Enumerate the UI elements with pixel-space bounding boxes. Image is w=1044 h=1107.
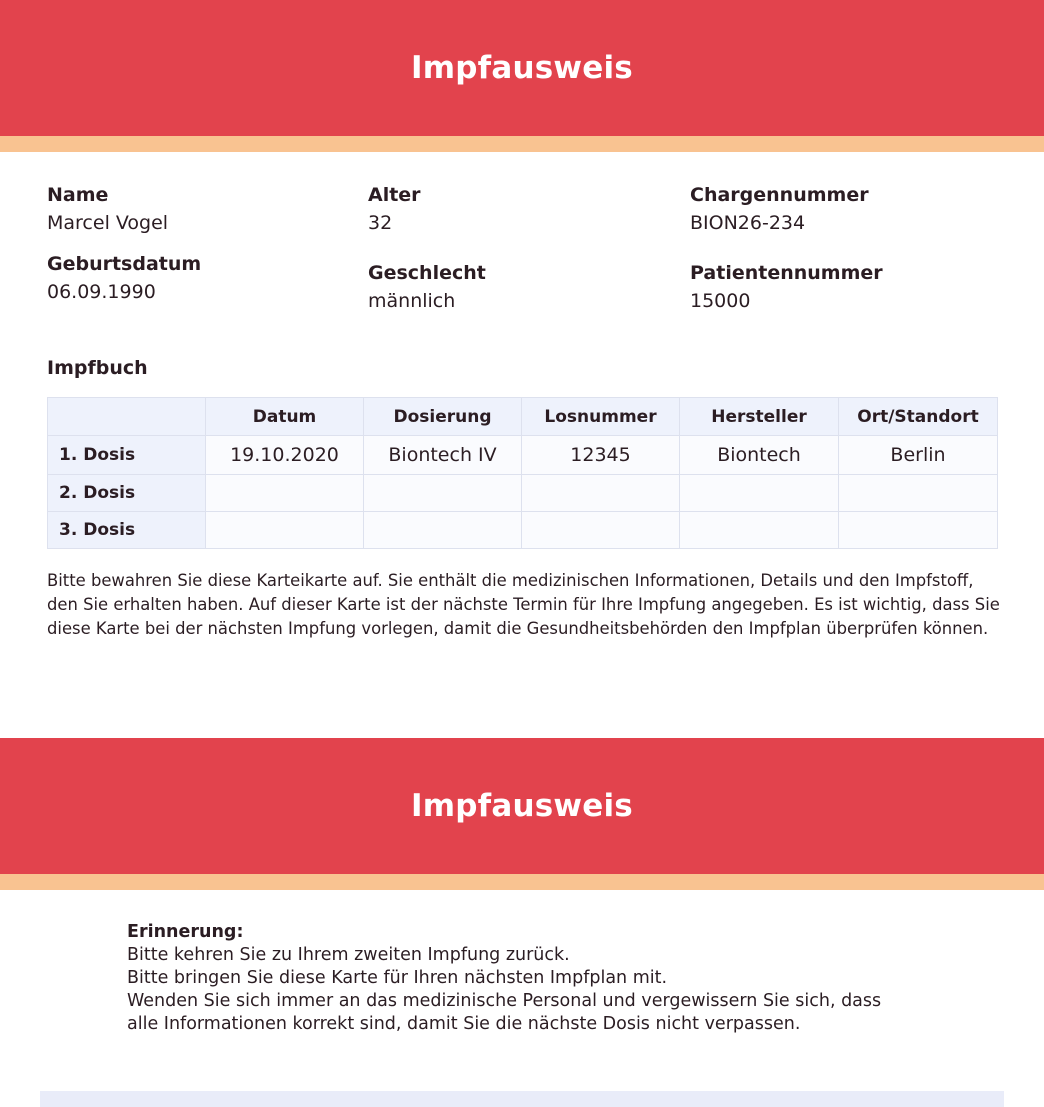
reminder-line: Wenden Sie sich immer an das medizinische Personal und vergewissern Sie sich, dass xyxy=(127,991,882,1011)
age-field xyxy=(368,182,421,238)
front-header-stripe xyxy=(0,136,1044,152)
gender-field xyxy=(368,260,486,316)
table-row xyxy=(48,512,998,549)
reminder-line: Bitte kehren Sie zu Ihrem zweiten Impfung zurück. xyxy=(127,945,570,965)
patient-number-label: Patientennummer xyxy=(690,262,883,284)
location-cell xyxy=(839,475,998,512)
batch-label: Chargennummer xyxy=(690,184,869,206)
dosage-cell: Biontech IV xyxy=(364,436,522,475)
reminder-line: Bitte bringen Sie diese Karte für Ihren nächsten Impfplan mit. xyxy=(127,968,668,988)
dose-label: 2. Dosis xyxy=(48,475,206,512)
column-header-manufacturer: Hersteller xyxy=(680,398,839,436)
manufacturer-cell xyxy=(680,475,839,512)
name-label: Name xyxy=(47,184,109,206)
location-cell: Berlin xyxy=(839,436,998,475)
date-cell: 19.10.2020 xyxy=(206,436,364,475)
card-title: Impfausweis xyxy=(411,50,633,86)
back-header-stripe xyxy=(0,874,1044,890)
age-value: 32 xyxy=(368,212,393,234)
batch-field xyxy=(690,182,869,238)
batch-value: BION26-234 xyxy=(690,212,806,234)
column-header-lot: Losnummer xyxy=(522,398,680,436)
name-field xyxy=(47,182,168,238)
gender-value: männlich xyxy=(368,290,456,312)
gender-label: Geschlecht xyxy=(368,262,486,284)
location-cell xyxy=(839,512,998,549)
patient-number-value: 15000 xyxy=(690,290,751,312)
age-label: Alter xyxy=(368,184,421,206)
table-header-row xyxy=(48,398,998,436)
column-header xyxy=(48,398,206,436)
back-header xyxy=(0,738,1044,874)
front-header xyxy=(0,0,1044,136)
date-cell xyxy=(206,475,364,512)
vaccination-log-title: Impfbuch xyxy=(47,357,148,379)
patient-info xyxy=(47,182,1007,322)
table-row xyxy=(48,436,998,475)
birthdate-value: 06.09.1990 xyxy=(47,281,156,303)
reminder-title: Erinnerung: xyxy=(127,922,244,942)
dosage-cell xyxy=(364,512,522,549)
dose-label: 3. Dosis xyxy=(48,512,206,549)
reminder-block xyxy=(127,921,947,1036)
manufacturer-cell: Biontech xyxy=(680,436,839,475)
column-header-dosage: Dosierung xyxy=(364,398,522,436)
lot-cell xyxy=(522,475,680,512)
footer-bar xyxy=(40,1091,1004,1107)
reminder-line: alle Informationen korrekt sind, damit Sie die nächste Dosis nicht verpassen. xyxy=(127,1014,801,1034)
manufacturer-cell xyxy=(680,512,839,549)
date-cell xyxy=(206,512,364,549)
column-header-date: Datum xyxy=(206,398,364,436)
birthdate-label: Geburtsdatum xyxy=(47,253,202,275)
name-value: Marcel Vogel xyxy=(47,212,169,234)
notice-text: Bitte bewahren Sie diese Karteikarte auf. Sie enthält die medizinischen Informationen, Details und den Impfstoff, den Sie erhalten haben. Auf dieser Karte ist der nächste Termin für Ihre Impfung angegeben. Es ist wichtig, dass Sie diese Karte bei der nächsten Impfung vorlegen, damit die Gesundheitsbehörden den Impfplan überprüfen können. xyxy=(47,571,1000,638)
lot-cell: 12345 xyxy=(522,436,680,475)
patient-number-field xyxy=(690,260,883,316)
back-card-title: Impfausweis xyxy=(411,788,633,824)
birthdate-field xyxy=(47,251,201,307)
dose-label: 1. Dosis xyxy=(48,436,206,475)
dosage-cell xyxy=(364,475,522,512)
table-row xyxy=(48,475,998,512)
column-header-location: Ort/Standort xyxy=(839,398,998,436)
lot-cell xyxy=(522,512,680,549)
vaccination-table xyxy=(47,397,998,549)
